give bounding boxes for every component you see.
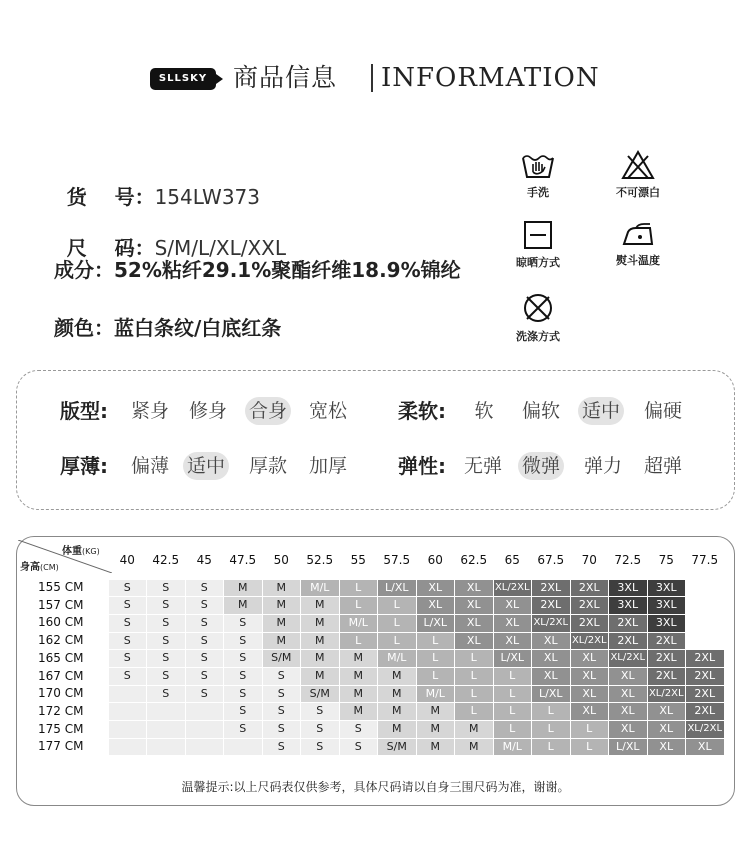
- size-cell: M: [378, 703, 416, 720]
- size-cell: S/M: [301, 686, 339, 703]
- attribute-option-selected: 适中: [578, 397, 624, 425]
- size-cell: S: [186, 650, 224, 667]
- size-cell: [147, 739, 185, 756]
- size-cell: L: [532, 703, 570, 720]
- size-cell: S: [147, 668, 185, 685]
- size-cell: XL/2XL: [686, 721, 724, 738]
- size-cell: 2XL: [609, 633, 647, 650]
- weight-header-unit: (KG): [82, 547, 100, 556]
- size-cell: M: [455, 739, 493, 756]
- size-cell: M/L: [301, 580, 339, 597]
- size-cell: 2XL: [571, 597, 609, 614]
- size-cell: 2XL: [686, 650, 724, 667]
- size-cell: M: [263, 597, 301, 614]
- size-cell: L: [417, 650, 455, 667]
- size-cell: S: [186, 633, 224, 650]
- item-number-label: 货 号：: [66, 185, 155, 209]
- size-cell: XL: [532, 633, 570, 650]
- size-cell: [147, 703, 185, 720]
- size-cell: S/M: [263, 650, 301, 667]
- footer-note: 温馨提示:以上尺码表仅供参考，具体尺码请以自身三围尺码为准，谢谢。: [181, 780, 570, 794]
- size-cell: L: [340, 633, 378, 650]
- size-cell: XL/2XL: [532, 615, 570, 632]
- size-cell: S: [263, 668, 301, 685]
- attribute-option-selected: 合身: [245, 397, 291, 425]
- size-cell: XL/2XL: [571, 633, 609, 650]
- size-cell: 3XL: [609, 580, 647, 597]
- height-row-header: 165 CM: [38, 650, 84, 665]
- weight-column-header: 65: [504, 553, 520, 567]
- size-cell: S: [186, 597, 224, 614]
- drying-icon: [523, 220, 553, 250]
- size-cell: XL: [494, 633, 532, 650]
- weight-column-header: 52.5: [306, 553, 334, 567]
- weight-column-header: 70: [581, 553, 597, 567]
- size-cell: M: [224, 580, 262, 597]
- size-cell: S: [147, 580, 185, 597]
- attribute-panel: [16, 370, 735, 510]
- size-cell: XL: [609, 668, 647, 685]
- attribute-option: 偏软: [521, 400, 560, 422]
- height-header: [20, 558, 59, 573]
- size-cell: L: [378, 633, 416, 650]
- size-cell: [147, 721, 185, 738]
- care-label: 洗涤方式: [516, 330, 560, 343]
- size-cell: S: [109, 668, 147, 685]
- size-cell: XL: [417, 597, 455, 614]
- size-cell: M: [378, 721, 416, 738]
- size-cell: M: [340, 668, 378, 685]
- size-cell: L: [494, 686, 532, 703]
- height-header-label: 身高: [20, 562, 40, 573]
- size-cell: 2XL: [648, 668, 686, 685]
- size-cell: 2XL: [648, 633, 686, 650]
- care-no-bleach: [598, 150, 678, 200]
- size-cell: L/XL: [609, 739, 647, 756]
- care-label: 不可漂白: [616, 186, 660, 199]
- size-cell: 2XL: [686, 668, 724, 685]
- size-cell: S: [224, 615, 262, 632]
- size-cell: [109, 739, 147, 756]
- height-row-header: 175 CM: [38, 721, 84, 736]
- size-cell: XL: [417, 580, 455, 597]
- item-number-value: 154LW373: [154, 185, 261, 209]
- size-cell: S: [186, 686, 224, 703]
- weight-column-header: 57.5: [383, 553, 411, 567]
- size-cell: XL: [609, 721, 647, 738]
- size-cell: M: [340, 650, 378, 667]
- size-cell: S: [224, 668, 262, 685]
- weight-column-header: 75: [658, 553, 674, 567]
- size-cell: S: [147, 650, 185, 667]
- size-cell: L: [455, 703, 493, 720]
- care-drying: [498, 220, 578, 270]
- size-cell: M: [417, 721, 455, 738]
- size-cell: XL: [686, 739, 724, 756]
- size-cell: XL: [494, 597, 532, 614]
- size-cell: 3XL: [648, 597, 686, 614]
- page-title-en: INFORMATION: [381, 63, 600, 93]
- height-row-header: 162 CM: [38, 633, 84, 648]
- size-cell: XL: [648, 739, 686, 756]
- page-title-cn: 商品信息: [233, 63, 338, 92]
- size-cell: M/L: [417, 686, 455, 703]
- size-cell: S: [224, 633, 262, 650]
- size-cell: XL: [571, 686, 609, 703]
- size-cell: L: [455, 650, 493, 667]
- size-cell: [186, 703, 224, 720]
- size-cell: S: [147, 633, 185, 650]
- material-row: [54, 256, 461, 284]
- size-cell: XL: [532, 650, 570, 667]
- title-divider: [371, 64, 373, 92]
- attribute-option: 偏薄: [130, 455, 169, 477]
- size-cell: 2XL: [686, 686, 724, 703]
- height-header-unit: (CM): [40, 563, 59, 572]
- size-cell: S: [340, 739, 378, 756]
- size-cell: L: [340, 580, 378, 597]
- size-cell: L/XL: [378, 580, 416, 597]
- height-row-header: 167 CM: [38, 668, 84, 683]
- weight-column-header: 55: [350, 553, 366, 567]
- height-row-header: 172 CM: [38, 703, 84, 718]
- attribute-option: 超弹: [643, 455, 682, 477]
- care-ironing: [598, 222, 678, 268]
- attribute-option: 偏硬: [643, 400, 682, 422]
- size-cell: S: [224, 650, 262, 667]
- attribute-label: 厚薄:: [60, 454, 108, 478]
- size-cell: S: [340, 721, 378, 738]
- attribute-label: 弹性:: [398, 454, 446, 478]
- weight-column-header: 40: [119, 553, 135, 567]
- size-cell: M: [301, 597, 339, 614]
- attribute-option: 弹力: [583, 455, 622, 477]
- weight-column-header: 60: [427, 553, 443, 567]
- size-cell: S: [147, 615, 185, 632]
- size-cell: L: [571, 739, 609, 756]
- size-cell: M/L: [378, 650, 416, 667]
- size-cell: M: [378, 668, 416, 685]
- size-cell: S: [224, 686, 262, 703]
- size-cell: S: [224, 703, 262, 720]
- size-cell: M: [455, 721, 493, 738]
- size-cell: XL: [648, 721, 686, 738]
- attribute-option: 软: [474, 400, 494, 422]
- weight-header-label: 体重: [62, 546, 82, 557]
- size-cell: XL: [609, 686, 647, 703]
- size-row: [54, 206, 286, 262]
- size-cell: L: [455, 668, 493, 685]
- iron-icon: [620, 222, 656, 248]
- size-cell: 2XL: [571, 580, 609, 597]
- size-cell: XL: [494, 615, 532, 632]
- size-cell: L/XL: [417, 615, 455, 632]
- size-cell: S: [186, 580, 224, 597]
- size-cell: M: [224, 597, 262, 614]
- color-value: 蓝白条纹/白底红条: [114, 316, 282, 340]
- size-cell: L: [417, 668, 455, 685]
- size-cell: S: [186, 615, 224, 632]
- size-cell: L: [494, 721, 532, 738]
- weight-column-header: 45: [196, 553, 212, 567]
- size-cell: L: [378, 597, 416, 614]
- size-cell: L: [571, 721, 609, 738]
- size-cell: XL: [648, 703, 686, 720]
- size-cell: M: [263, 615, 301, 632]
- size-cell: L/XL: [494, 650, 532, 667]
- care-label: 手洗: [527, 186, 549, 199]
- size-cell: 2XL: [532, 597, 570, 614]
- size-cell: XL: [571, 703, 609, 720]
- size-cell: M: [417, 739, 455, 756]
- no-bleach-icon: [621, 150, 655, 180]
- weight-header: [62, 542, 100, 557]
- color-label: 颜色：: [54, 316, 114, 340]
- size-cell: S: [147, 686, 185, 703]
- size-cell: S: [263, 703, 301, 720]
- size-cell: S: [109, 633, 147, 650]
- size-cell: XL/2XL: [648, 686, 686, 703]
- size-cell: L: [340, 597, 378, 614]
- size-value: S/M/L/XL/XXL: [154, 236, 287, 260]
- size-cell: [109, 686, 147, 703]
- size-cell: 3XL: [609, 597, 647, 614]
- care-hand-wash: [498, 150, 578, 200]
- size-cell: S: [109, 597, 147, 614]
- weight-column-header: 77.5: [691, 553, 719, 567]
- size-cell: M: [301, 633, 339, 650]
- material-value: 52%粘纤29.1%聚酯纤维18.9%锦纶: [114, 258, 461, 282]
- attribute-option-selected: 适中: [183, 452, 229, 480]
- size-cell: L/XL: [532, 686, 570, 703]
- size-cell: M: [263, 580, 301, 597]
- size-cell: 2XL: [609, 615, 647, 632]
- size-cell: 3XL: [648, 615, 686, 632]
- size-cell: L: [494, 668, 532, 685]
- attribute-label: 柔软:: [398, 399, 446, 423]
- size-cell: L: [455, 686, 493, 703]
- attribute-option: 修身: [188, 400, 227, 422]
- size-cell: L: [532, 739, 570, 756]
- color-row: [54, 314, 281, 342]
- weight-column-header: 42.5: [152, 553, 180, 567]
- size-cell: S: [301, 721, 339, 738]
- weight-column-header: 62.5: [460, 553, 488, 567]
- brand-logo: SLLSKY: [150, 68, 216, 90]
- size-cell: M/L: [340, 615, 378, 632]
- weight-column-header: 47.5: [229, 553, 257, 567]
- size-cell: S: [263, 739, 301, 756]
- size-cell: M: [263, 633, 301, 650]
- item-number-row: [54, 155, 260, 211]
- size-cell: S: [224, 721, 262, 738]
- size-cell: [186, 739, 224, 756]
- size-cell: 3XL: [648, 580, 686, 597]
- attribute-option: 无弹: [463, 455, 502, 477]
- size-cell: XL/2XL: [609, 650, 647, 667]
- size-cell: XL: [455, 633, 493, 650]
- care-label: 晾晒方式: [516, 256, 560, 269]
- hand-wash-icon: [521, 150, 555, 180]
- size-cell: [186, 721, 224, 738]
- size-cell: M: [301, 615, 339, 632]
- height-row-header: 177 CM: [38, 739, 84, 754]
- weight-column-header: 50: [273, 553, 289, 567]
- height-row-header: 157 CM: [38, 597, 84, 612]
- attribute-label: 版型:: [60, 399, 108, 423]
- size-cell: S/M: [378, 739, 416, 756]
- size-label: 尺 码：: [66, 236, 155, 260]
- no-tumble-icon: [522, 292, 554, 324]
- size-cell: L: [417, 633, 455, 650]
- size-cell: XL: [455, 615, 493, 632]
- weight-column-header: 72.5: [614, 553, 642, 567]
- size-cell: M: [301, 668, 339, 685]
- size-cell: 2XL: [571, 615, 609, 632]
- size-cell: S: [147, 597, 185, 614]
- size-cell: XL: [571, 668, 609, 685]
- size-cell: S: [301, 703, 339, 720]
- size-cell: M: [301, 650, 339, 667]
- size-cell: S: [109, 580, 147, 597]
- size-cell: M: [378, 686, 416, 703]
- size-cell: L: [494, 703, 532, 720]
- size-cell: XL: [532, 668, 570, 685]
- size-cell: S: [263, 721, 301, 738]
- size-cell: 2XL: [532, 580, 570, 597]
- attribute-option: 紧身: [130, 400, 169, 422]
- size-cell: XL: [609, 703, 647, 720]
- care-label: 熨斗温度: [616, 254, 660, 267]
- size-cell: M: [417, 703, 455, 720]
- size-cell: S: [301, 739, 339, 756]
- material-label: 成分：: [54, 258, 114, 282]
- height-row-header: 155 CM: [38, 580, 84, 594]
- height-row-header: 160 CM: [38, 615, 84, 630]
- size-cell: M/L: [494, 739, 532, 756]
- attribute-option-selected: 微弹: [518, 452, 564, 480]
- size-cell: XL: [571, 650, 609, 667]
- size-cell: XL: [455, 597, 493, 614]
- size-cell: [109, 703, 147, 720]
- size-cell: M: [340, 703, 378, 720]
- size-cell: S: [109, 615, 147, 632]
- size-cell: S: [186, 668, 224, 685]
- attribute-option: 厚款: [248, 455, 287, 477]
- weight-column-header: 67.5: [537, 553, 565, 567]
- size-cell: [224, 739, 262, 756]
- size-cell: 2XL: [648, 650, 686, 667]
- size-cell: XL: [455, 580, 493, 597]
- attribute-option: 加厚: [308, 455, 347, 477]
- size-cell: L: [532, 721, 570, 738]
- size-cell: S: [263, 686, 301, 703]
- size-cell: 2XL: [686, 703, 724, 720]
- attribute-option: 宽松: [308, 400, 347, 422]
- size-cell: M: [340, 686, 378, 703]
- care-washing: [498, 292, 578, 344]
- height-row-header: 170 CM: [38, 686, 84, 701]
- size-cell: XL/2XL: [494, 580, 532, 597]
- size-cell: L: [378, 615, 416, 632]
- size-cell: S: [109, 650, 147, 667]
- size-cell: [109, 721, 147, 738]
- logo-arrow-icon: [216, 74, 223, 84]
